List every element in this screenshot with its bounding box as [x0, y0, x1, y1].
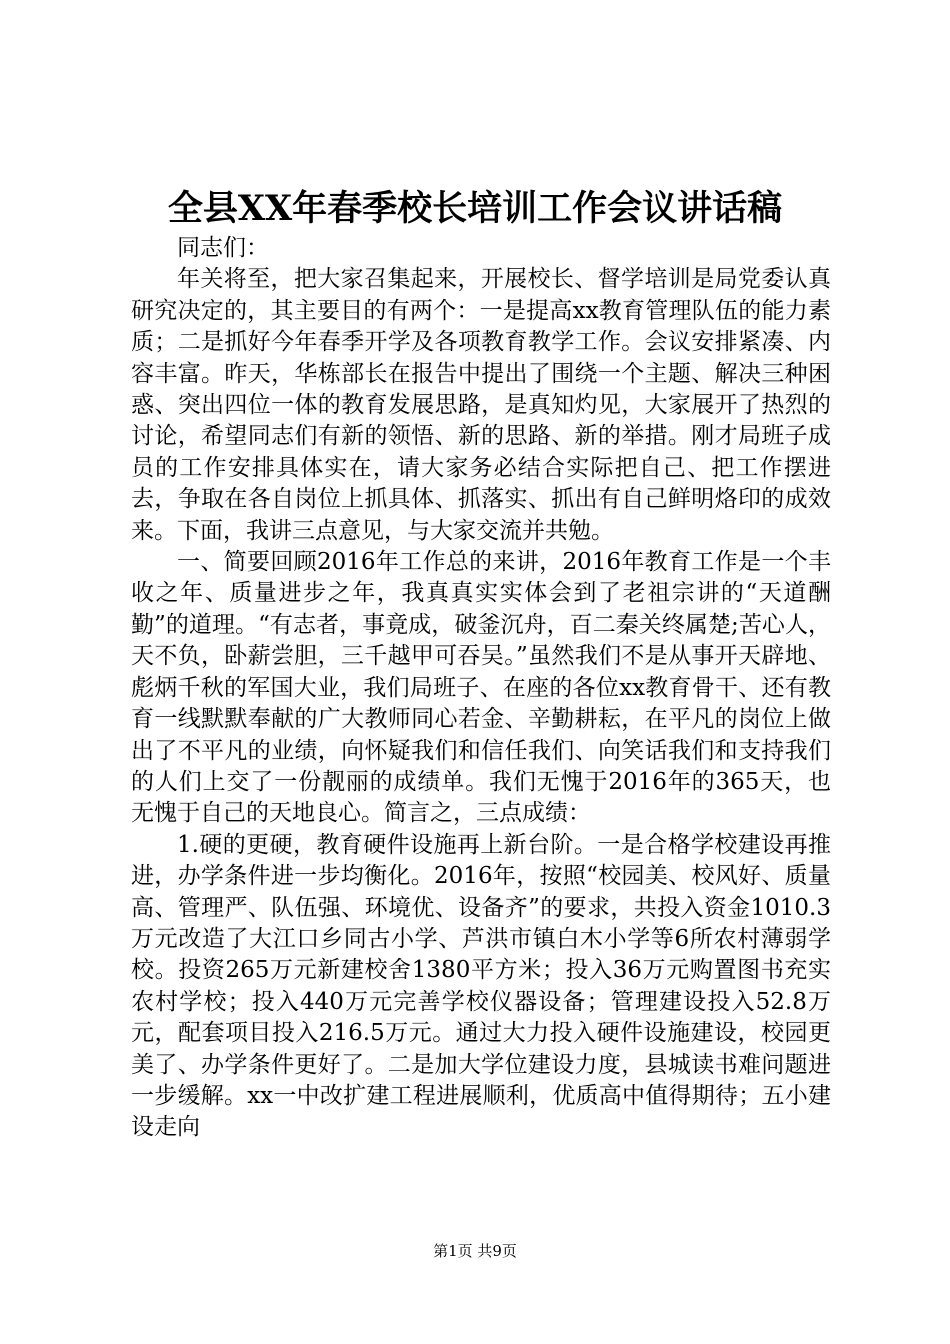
document-title: 全县XX年春季校长培训工作会议讲话稿 [167, 188, 783, 229]
page-number-footer: 第1页 共9页 [433, 1242, 517, 1260]
document-body [131, 233, 831, 1144]
review-paragraph: 一、简要回顾2016年工作总的来讲，2016年教育工作是一个丰收之年、质量进步之年，我真真实实体会到了老祖宗讲的“天道酬勤”的道理。“有志者，事竟成，破釜沉舟，百二秦关终属楚;苦心人，天不负，卧薪尝胆，三千越甲可吞吴。”虽然我们不是从事开天辟地、彪炳千秋的军国大业，我们局班子、在座的各位xx教育骨干、还有教育一线默默奉献的广大教师同心若金、辛勤耕耘，在平凡的岗位上做出了不平凡的业绩，向怀疑我们和信任我们、向笑话我们和支持我们的人们上交了一份靓丽的成绩单。我们无愧于2016年的365天，也无愧于自己的天地良心。简言之，三点成绩： [131, 549, 831, 827]
salutation-paragraph: 同志们： [177, 235, 269, 261]
hardware-paragraph: 1.硬的更硬，教育硬件设施再上新台阶。一是合格学校建设再推进，办学条件进一步均衡化。2016年，按照“校园美、校风好、质量高、管理严、队伍强、环境优、设备齐”的要求，共投入资金1010.3万元改造了大江口乡同古小学、芦洪市镇白木小学等6所农村薄弱学校。投资265万元新建校舍1380平方米；投入36万元购置图书充实农村学校；投入440万元完善学校仪器设备；管理建设投入52.8万元，配套项目投入216.5万元。通过大力投入硬件设施建设，校园更美了、办学条件更好了。二是加大学位建设力度，县城读书难问题进一步缓解。xx一中改扩建工程进展顺利，优质高中值得期待；五小建设走向 [131, 831, 831, 1141]
intro-paragraph: 年关将至，把大家召集起来，开展校长、督学培训是局党委认真研究决定的，其主要目的有两个：一是提高xx教育管理队伍的能力素质；二是抓好今年春季开学及各项教育教学工作。会议安排紧凑、内容丰富。昨天，华栋部长在报告中提出了围绕一个主题、解决三种困惑、突出四位一体的教育发展思路，是真知灼见，大家展开了热烈的讨论，希望同志们有新的领悟、新的思路、新的举措。刚才局班子成员的工作安排具体实在，请大家务必结合实际把自己、把工作摆进去，争取在各自岗位上抓具体、抓落实、抓出有自己鲜明烙印的成效来。下面，我讲三点意见，与大家交流并共勉。 [131, 266, 831, 544]
